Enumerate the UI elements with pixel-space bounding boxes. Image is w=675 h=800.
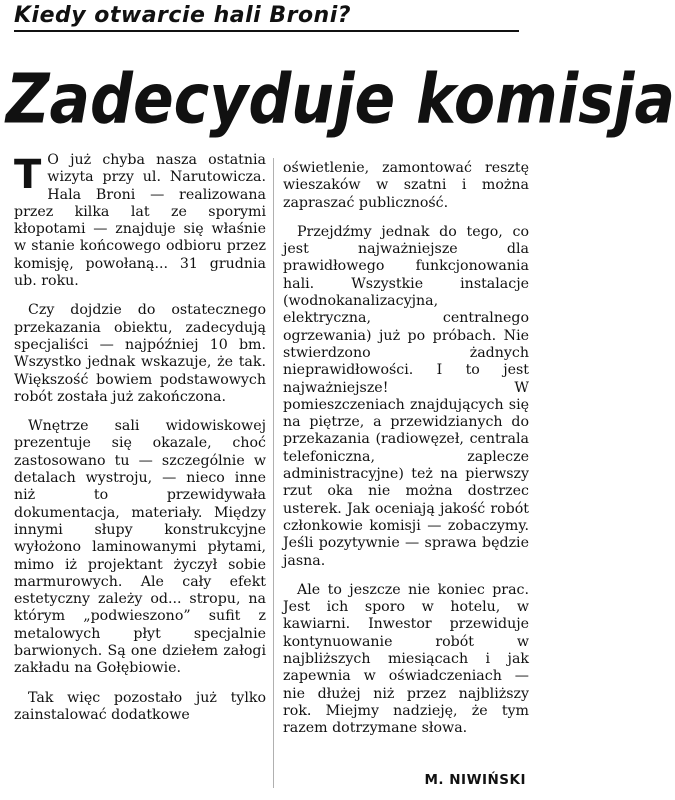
paragraph-text: O już chyba nasza ostatnia wizyta przy ul. Narutowicza. Hala Broni — realizowana przez kilka lat ze sporymi kłopotami — znajduje się właśnie w stanie końcowego odbioru przez komisję, powołaną... 31 grudnia ub. roku.	[14, 152, 266, 290]
paragraph: Ale to jeszcze nie koniec prac. Jest ich sporo w hotelu, w kawiarni. Inwestor przewiduje kontynuowanie robót w najbliższych miesiącach i jak zapewnia w oświadczeniach — nie dłużej niż przez najbliższy rok. Miejmy nadzieję, że tym razem dotrzymane słowa.	[283, 581, 529, 737]
kicker-title: Kiedy otwarcie hali Broni?	[14, 3, 352, 28]
kicker-underline	[14, 30, 519, 32]
paragraph: Czy dojdzie do ostatecznego przekazania obiektu, zadecydują specjaliści — najpóźniej 10 bm. Wszystko jednak wskazuje, że tak. Większość bowiem podstawowych robót została już zakończona.	[14, 302, 266, 405]
paragraph: oświetlenie, zamontować resztę wieszaków w szatni i można zapraszać publiczność.	[283, 160, 529, 211]
paragraph-lead	[14, 152, 266, 290]
article-column-right	[283, 160, 529, 750]
column-divider	[273, 158, 274, 788]
author-signature: M. NIWIŃSKI	[424, 772, 526, 788]
article-column-left	[14, 152, 266, 736]
paragraph: Przejdźmy jednak do tego, co jest najważniejsze dla prawidłowego funkcjonowania hali. Wszystkie instalacje (wodnokanalizacyjna, elektryczna, centralnego ogrzewania) już po próbach. Nie stwierdzono żadnych nieprawidłowości. I to jest najważniejsze! W pomieszczeniach znajdujących się na piętrze, a przewidzianych do przekazania (radiowęzeł, centrala telefoniczna, zaplecze administracyjne) też na pierwszy rzut oka nie można dostrzec usterek. Jak oceniają jakość robót członkowie komisji — zobaczymy. Jeśli pozytywnie — sprawa będzie jasna.	[283, 223, 529, 569]
paragraph: Tak więc pozostało już tylko zainstalować dodatkowe	[14, 689, 266, 723]
headline: Zadecyduje komisja	[6, 59, 675, 140]
dropcap: T	[14, 152, 42, 198]
paragraph: Wnętrze sali widowiskowej prezentuje się okazale, choć zastosowano tu — szczególnie w detalach wystroju, — nieco inne niż to przewidywała dokumentacja, materiały. Między innymi słupy konstrukcyjne wyłożono laminowanymi płytami, mimo iż projektant życzył sobie marmurowych. Ale cały efekt estetyczny zależy od... stropu, na którym „podwieszono” sufit z metalowych płyt specjalnie barwionych. Są one dziełem załogi zakładu na Gołębiowie.	[14, 418, 266, 677]
